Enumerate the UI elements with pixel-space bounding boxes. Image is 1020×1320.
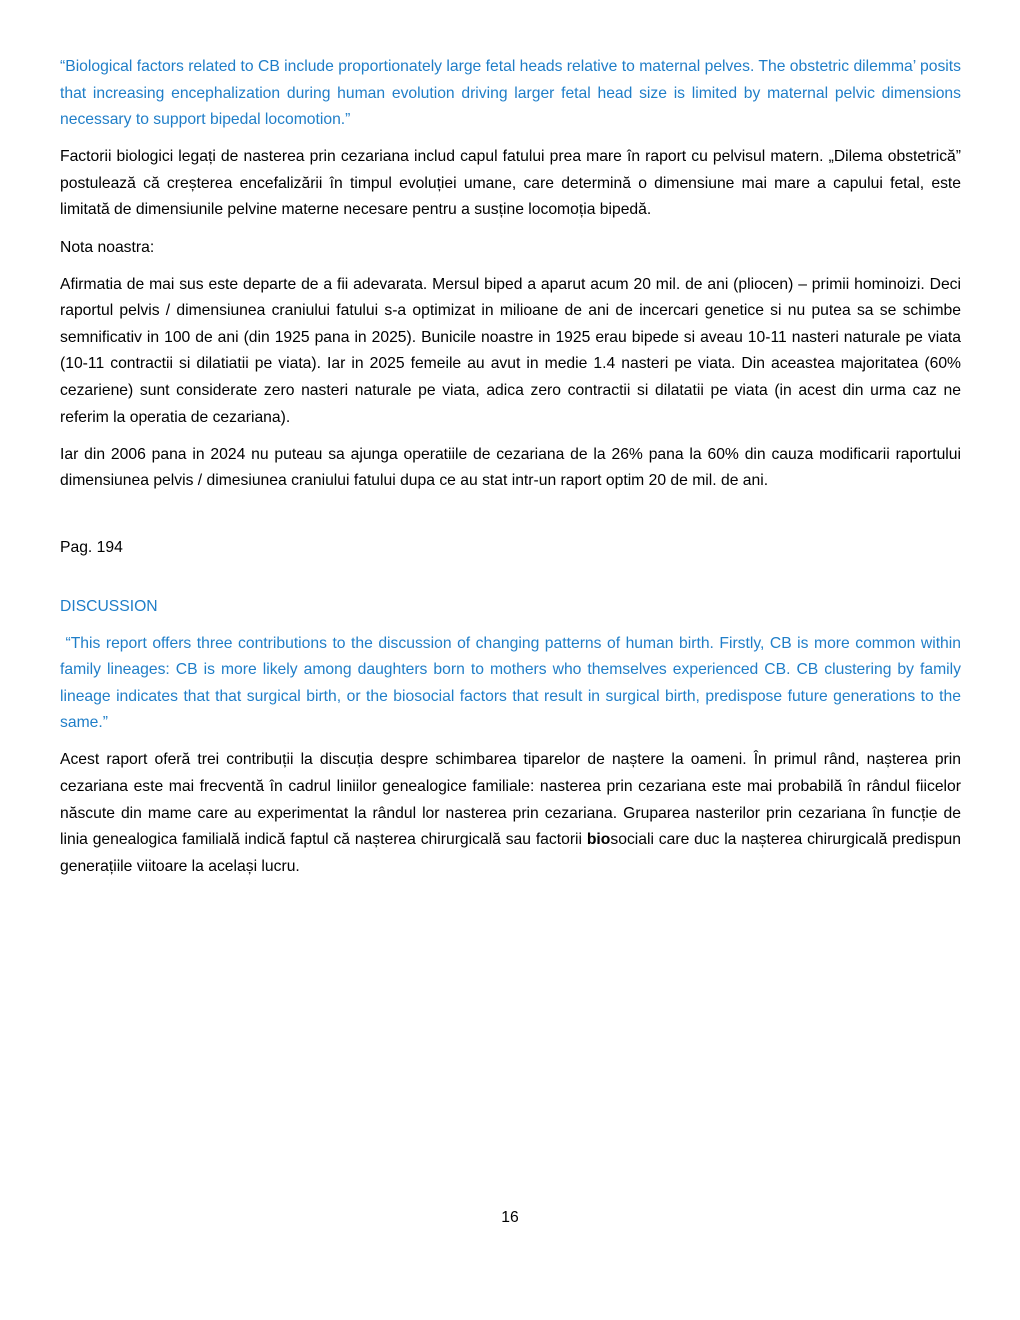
romanian-translation-2-part2: sociali care duc la nașterea chirurgicală predispun generațiile viitoare la același lucru. — [60, 831, 961, 875]
note-paragraph-2: Iar din 2006 pana in 2024 nu puteau sa ajunga operatiile de cezariana de la 26% pana la 60% din cauza modificarii raportului dimensiunea pelvis / dimesiunea craniului fatului dupa ce au stat intr-un raport optim 20 de mil. de ani. — [60, 445, 961, 490]
section-heading-discussion: DISCUSSION — [60, 597, 158, 615]
note-heading: Nota noastra: — [60, 238, 155, 256]
romanian-translation-2-bold-bio: bio — [586, 831, 611, 849]
page-reference: Pag. 194 — [60, 538, 123, 556]
english-quote-1: “Biological factors related to CB include proportionately large fetal heads relative to maternal pelves. The obstetric dilemma’ posits that increasing encephalization during human evolution driving larger fetal head size is limited by maternal pelvic dimensions necessary to support bipedal locomotion.” — [60, 58, 961, 129]
english-quote-2: “This report offers three contributions to the discussion of changing patterns of human birth. Firstly, CB is more common within family lineages: CB is more likely among daughters born to mothers who themselves experienced CB. CB clustering by family lineage indicates that that surgical birth, or the biosocial factors that result in surgical birth, predispose future generations to the same.” — [60, 634, 961, 732]
romanian-translation-2-part1: Acest raport oferă trei contribuții la discuția despre schimbarea tiparelor de naștere la oameni. În primul rând, nașterea prin cezariana este mai frecventă în cadrul liniilor genealogice familiale: nasterea prin cezariana este mai probabilă în rândul fiicelor născute din mame care au experimentat la rândul lor nasterea prin cezariana. Gruparea nasterilor prin cezariana în funcție de linia genealogica familială indică faptul că nașterea chirurgicală sau factorii — [60, 751, 961, 849]
romanian-translation-1: Factorii biologici legați de nasterea prin cezariana includ capul fatului prea mare în raport cu pelvisul matern. „Dilema obstetrică” postulează că creșterea encefalizării în timpul evoluției umane, care determină o dimensiune mai mare a capului fetal, este limitată de dimensiunile pelvine materne necesare pentru a susține locomoția bipedă. — [60, 148, 961, 219]
page-number: 16 — [501, 1209, 519, 1226]
romanian-translation-2 — [60, 747, 961, 880]
note-paragraph-1: Afirmatia de mai sus este departe de a fii adevarata. Mersul biped a aparut acum 20 mil. de ani (pliocen) – primii hominoizi. Deci raportul pelvis / dimensiunea craniului fatului s-a optimizat in milioane de ani de incercari genetice si nu putea sa se schimbe semnificativ in 100 de ani (din 1925 pana in 2025). Bunicile noastre in 1925 erau bipede si aveau 10-11 nasteri naturale pe viata (10-11 contractii si dilatiatii pe viata). Iar in 2025 femeile au avut in medie 1.4 nasteri pe viata. Din aceastea majoritatea (60% cezariene) sunt considerate zero nasteri naturale pe viata, adica zero contractii si dilatatii pe viata (in acest din urma caz ne referim la operatia de cezariana). — [60, 275, 961, 426]
